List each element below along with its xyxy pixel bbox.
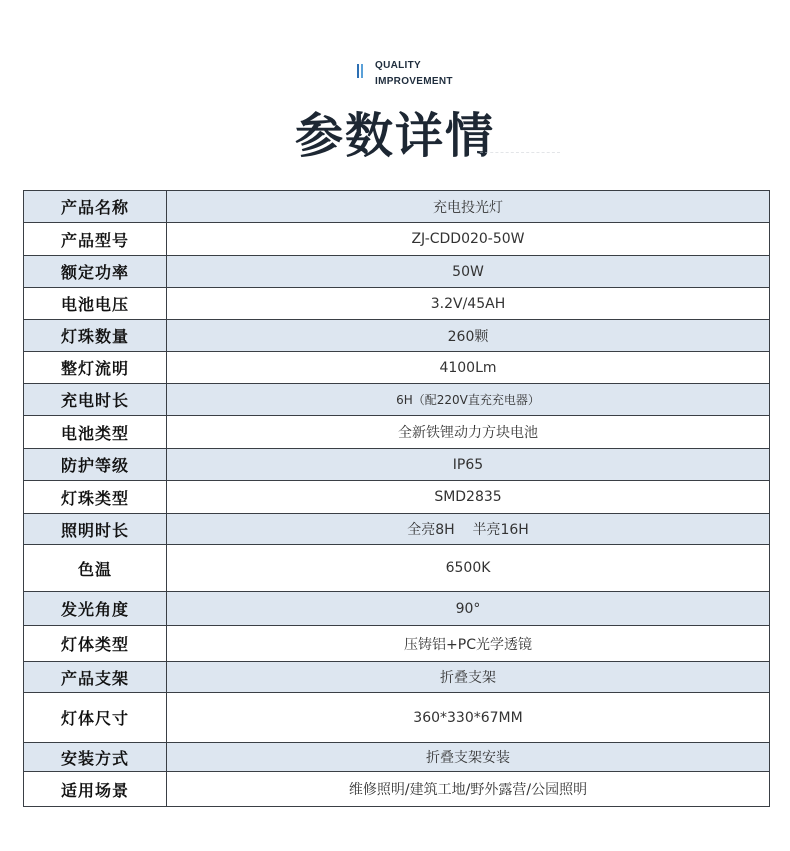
spec-value: 3.2V/45AH — [167, 288, 770, 320]
table-row — [24, 320, 770, 352]
page-title: 参数详情 — [294, 108, 495, 164]
table-row — [24, 662, 770, 693]
table-row — [24, 416, 770, 449]
spec-label: 灯珠类型 — [24, 481, 167, 514]
table-row — [24, 693, 770, 743]
quality-bars-icon — [357, 64, 365, 78]
spec-value: IP65 — [167, 449, 770, 481]
table-row — [24, 592, 770, 626]
spec-value: 全新铁锂动力方块电池 — [167, 416, 770, 449]
spec-value: 6500K — [167, 545, 770, 592]
spec-value: ZJ-CDD020-50W — [167, 223, 770, 256]
spec-value: 6H（配220V直充充电器） — [167, 384, 770, 416]
quality-badge-line2: IMPROVEMENT — [375, 76, 453, 87]
table-row — [24, 545, 770, 592]
spec-value: 50W — [167, 256, 770, 288]
table-row — [24, 223, 770, 256]
spec-label: 电池电压 — [24, 288, 167, 320]
spec-label: 产品名称 — [24, 191, 167, 223]
spec-label: 灯体尺寸 — [24, 693, 167, 743]
spec-value: 260颗 — [167, 320, 770, 352]
table-row — [24, 743, 770, 772]
table-row — [24, 449, 770, 481]
spec-value: 折叠支架 — [167, 662, 770, 693]
spec-label: 产品型号 — [24, 223, 167, 256]
spec-label: 防护等级 — [24, 449, 167, 481]
spec-value: 充电投光灯 — [167, 191, 770, 223]
spec-label: 照明时长 — [24, 514, 167, 545]
table-row — [24, 384, 770, 416]
spec-value: 全亮8H 半亮16H — [167, 514, 770, 545]
spec-label: 灯体类型 — [24, 626, 167, 662]
spec-value: 360*330*67MM — [167, 693, 770, 743]
spec-label: 电池类型 — [24, 416, 167, 449]
table-row — [24, 352, 770, 384]
spec-value: 90° — [167, 592, 770, 626]
page-header — [0, 0, 790, 190]
table-row — [24, 626, 770, 662]
table-row — [24, 481, 770, 514]
spec-label: 整灯流明 — [24, 352, 167, 384]
spec-label: 适用场景 — [24, 772, 167, 807]
spec-label: 充电时长 — [24, 384, 167, 416]
spec-label: 产品支架 — [24, 662, 167, 693]
table-row — [24, 288, 770, 320]
title-decoration — [480, 142, 560, 153]
spec-value: 4100Lm — [167, 352, 770, 384]
table-row — [24, 772, 770, 807]
quality-badge — [375, 58, 453, 90]
spec-table — [23, 190, 770, 807]
spec-label: 发光角度 — [24, 592, 167, 626]
spec-label: 灯珠数量 — [24, 320, 167, 352]
quality-badge-line1: QUALITY — [375, 60, 421, 71]
table-row — [24, 256, 770, 288]
table-row — [24, 191, 770, 223]
spec-value: 折叠支架安装 — [167, 743, 770, 772]
spec-label: 额定功率 — [24, 256, 167, 288]
spec-value: 压铸铝+PC光学透镜 — [167, 626, 770, 662]
spec-value: 维修照明/建筑工地/野外露营/公园照明 — [167, 772, 770, 807]
table-row — [24, 514, 770, 545]
spec-label: 安装方式 — [24, 743, 167, 772]
spec-label: 色温 — [24, 545, 167, 592]
spec-value: SMD2835 — [167, 481, 770, 514]
